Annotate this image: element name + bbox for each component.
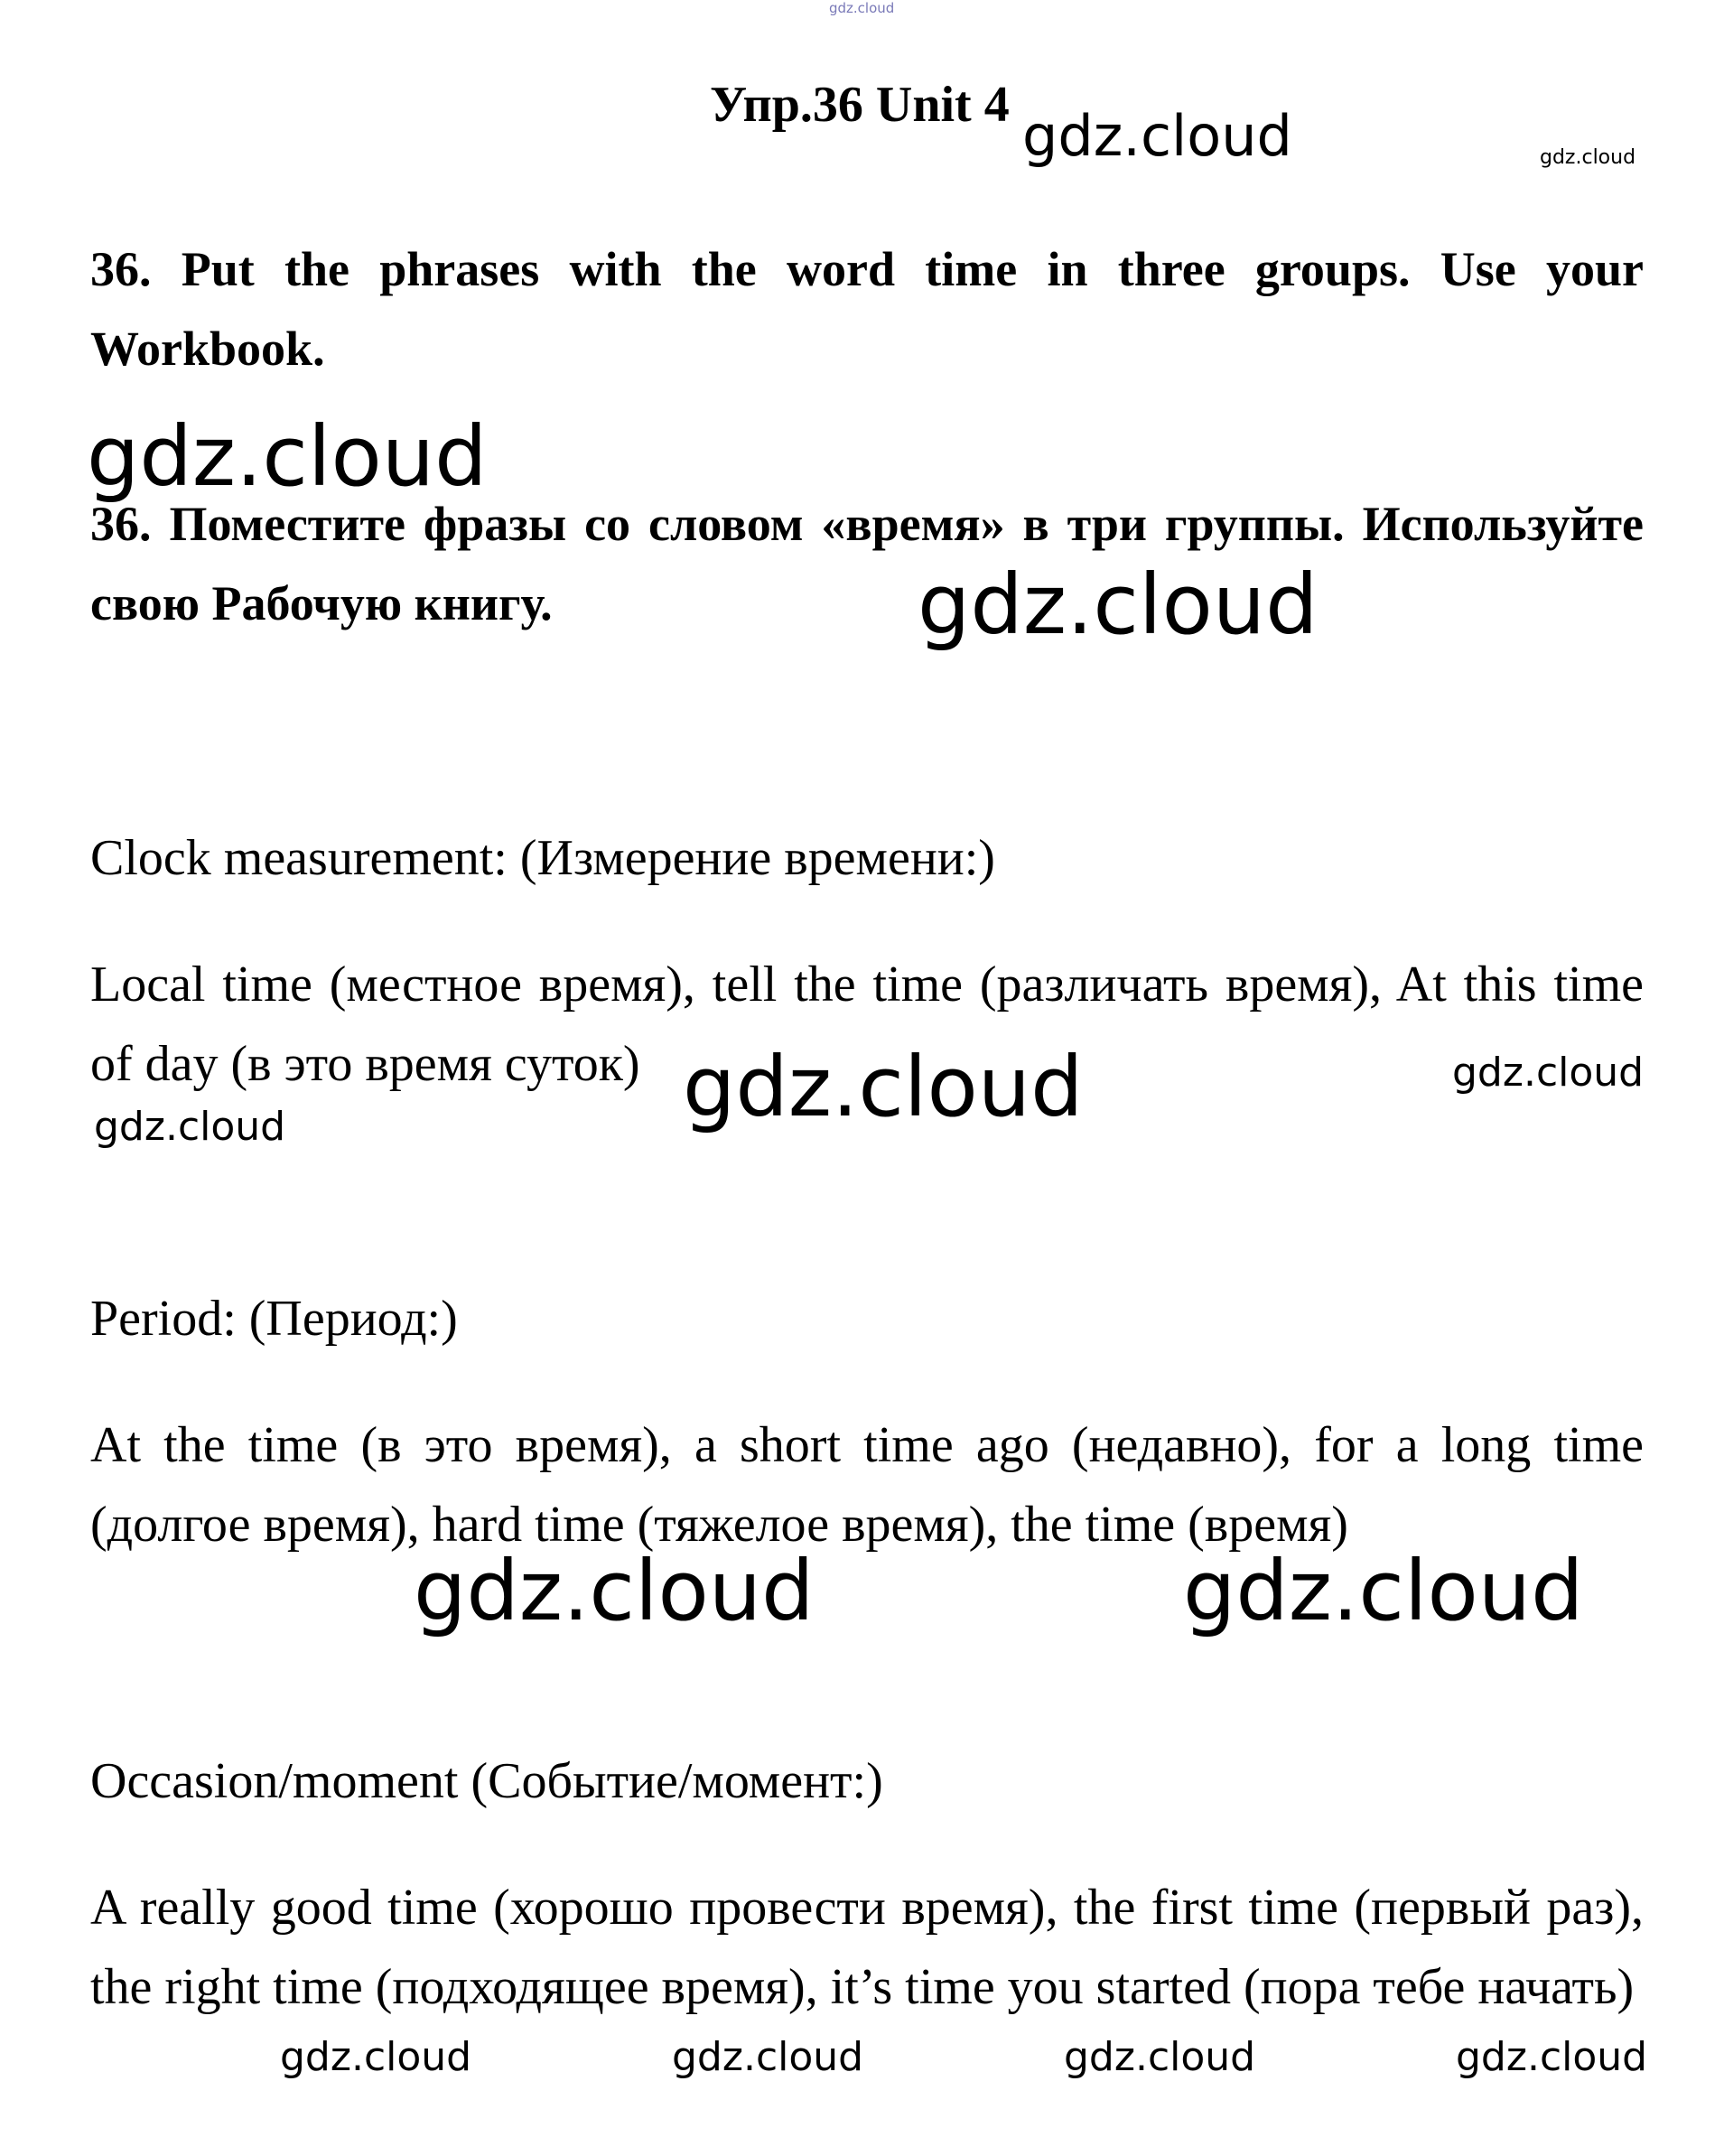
watermark: gdz.cloud — [280, 2034, 472, 2080]
group-text-occasion: A really good time (хорошо провести время), the first time (первый раз), the right time (подходящее время), it’s time you started (пора тебе начать) — [90, 1880, 1644, 2015]
watermark: gdz.cloud — [1456, 2034, 1648, 2080]
watermark: gdz.cloud — [1022, 103, 1292, 169]
page-title: Упр.36 Unit 4 — [710, 77, 1010, 133]
watermark: gdz.cloud — [414, 1543, 815, 1639]
watermark: gdz.cloud — [918, 556, 1319, 653]
watermark: gdz.cloud — [1540, 146, 1636, 169]
watermark: gdz.cloud — [1183, 1543, 1584, 1639]
watermark: gdz.cloud — [94, 1104, 286, 1150]
watermark: gdz.cloud — [1452, 1050, 1645, 1096]
watermark: gdz.cloud — [683, 1039, 1084, 1135]
task-russian: 36. Поместите фразы со словом «время» в три группы. Используйте свою Рабочую книгу. — [90, 497, 1644, 630]
watermark: gdz.cloud — [1064, 2034, 1256, 2080]
watermark: gdz.cloud — [829, 0, 895, 16]
group-text-clock: Local time (местное время), tell the time (различать время), At this time of day (в это время суток) — [90, 957, 1644, 1092]
group-heading-clock: Clock measurement: (Измерение времени:) — [90, 830, 995, 886]
group-heading-occasion: Occasion/moment (Событие/момент:) — [90, 1753, 883, 1809]
task-english: 36. Put the phrases with the word time in three groups. Use your Workbook. — [90, 242, 1644, 376]
watermark: gdz.cloud — [672, 2034, 864, 2080]
watermark: gdz.cloud — [87, 408, 488, 505]
group-text-period: At the time (в это время), a short time ago (недавно), for a long time (долгое время), hard time (тяжелое время), the time (время) — [90, 1417, 1644, 1553]
group-heading-period: Period: (Период:) — [90, 1291, 458, 1347]
